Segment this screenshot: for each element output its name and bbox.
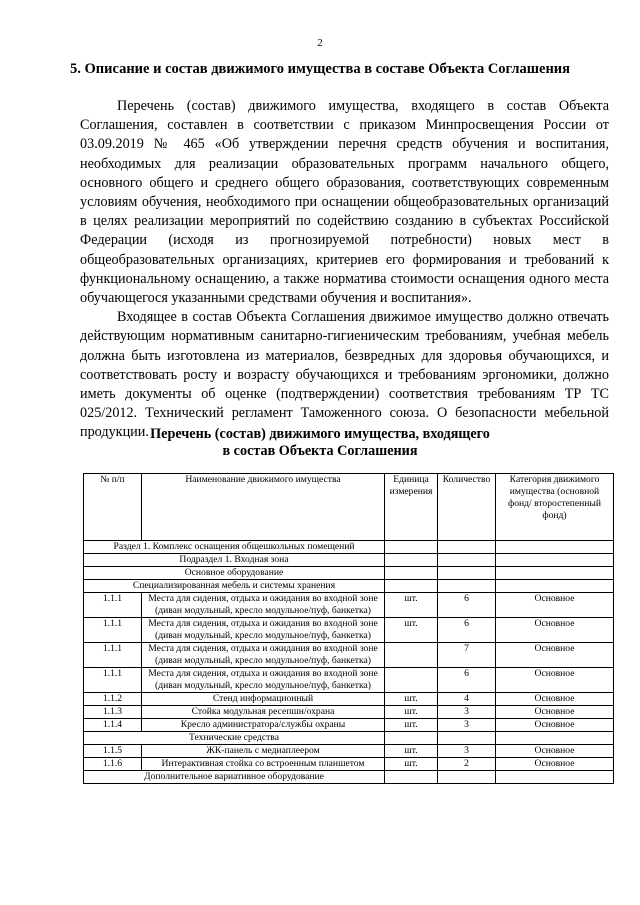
col-header-qty: Количество: [438, 474, 496, 541]
paragraph-2: Входящее в состав Объекта Соглашения движимое имущество должно отвечать действующим нормативным санитарно-гигиеническим требованиям, учебная мебель должна быть изготовлена из материалов, безвредных для здоровья обучающихся, и соответствовать росту и возрасту обучающихся и требованиям эргономики, должно иметь документы об оценке (подтверждении) соответствия требованиям ТР ТС 025/2012. Технический регламент Таможенного союза. О безопасности мебельной продукции.: [80, 309, 609, 441]
section-label: Дополнительное вариативное оборудование: [84, 771, 385, 784]
section-label: Технические средства: [84, 732, 385, 745]
row-name: Стойка модульная ресепшн/охрана: [142, 706, 385, 719]
section-label: Специализированная мебель и системы хранения: [84, 580, 385, 593]
row-unit: шт.: [385, 706, 438, 719]
row-num: 1.1.4: [84, 719, 142, 732]
section-heading: 5. Описание и состав движимого имущества в составе Объекта Соглашения: [69, 61, 571, 77]
row-category: Основное: [496, 593, 614, 618]
row-unit: шт.: [385, 745, 438, 758]
row-qty: 6: [438, 618, 496, 643]
paragraph-1: Перечень (состав) движимого имущества, входящего в состав Объекта Соглашения, составлен в соответствии с приказом Минпросвещения России от 03.09.2019 № 465 «Об утверждении перечня средств обучения и воспитания, необходимых для реализации образовательных программ начального общего, основного общего и среднего общего образования, соответствующих современным условиям обучения, необходимого при оснащении общеобразовательных организаций в целях реализации мероприятий по содействию созданию в субъектах Российской Федерации (исходя из прогнозируемой потребности) новых мест в общеобразовательных организациях, критериев его формирования и требований к функциональному оснащению, а также норматива стоимости оснащения одного места обучающегося указанными средствами обучения и воспитания».: [80, 98, 609, 307]
table-title-line-1: Перечень (состав) движимого имущества, входящего: [150, 426, 490, 442]
table-header-row: [84, 474, 614, 541]
row-category: Основное: [496, 706, 614, 719]
row-unit: шт.: [385, 758, 438, 771]
table-row: [84, 758, 614, 771]
section-row: [84, 771, 614, 784]
row-num: 1.1.1: [84, 643, 142, 668]
section-row: [84, 580, 614, 593]
row-unit: шт.: [385, 719, 438, 732]
row-name: Места для сидения, отдыха и ожидания во входной зоне (диван модульный, кресло модульное/пуф, банкетка): [142, 668, 385, 693]
row-category: Основное: [496, 643, 614, 668]
table-title: [100, 426, 540, 460]
col-header-name: Наименование движимого имущества: [142, 474, 385, 541]
row-category: Основное: [496, 618, 614, 643]
row-name: Места для сидения, отдыха и ожидания во входной зоне (диван модульный, кресло модульное/пуф, банкетка): [142, 618, 385, 643]
row-category: Основное: [496, 693, 614, 706]
row-qty: 3: [438, 745, 496, 758]
table-row: [84, 693, 614, 706]
row-qty: 3: [438, 706, 496, 719]
row-unit: [385, 668, 438, 693]
row-name: Места для сидения, отдыха и ожидания во входной зоне (диван модульный, кресло модульное/пуф, банкетка): [142, 643, 385, 668]
row-qty: 6: [438, 593, 496, 618]
row-qty: 2: [438, 758, 496, 771]
table-row: [84, 745, 614, 758]
col-header-unit: Единица измерения: [385, 474, 438, 541]
row-category: Основное: [496, 745, 614, 758]
row-name: Стенд информационный: [142, 693, 385, 706]
row-unit: шт.: [385, 693, 438, 706]
row-num: 1.1.1: [84, 593, 142, 618]
row-qty: 7: [438, 643, 496, 668]
section-row: [84, 541, 614, 554]
row-num: 1.1.3: [84, 706, 142, 719]
row-unit: шт.: [385, 618, 438, 643]
row-qty: 3: [438, 719, 496, 732]
table-row: [84, 706, 614, 719]
table-row: [84, 593, 614, 618]
row-unit: шт.: [385, 593, 438, 618]
table-row: [84, 618, 614, 643]
row-qty: 6: [438, 668, 496, 693]
row-category: Основное: [496, 719, 614, 732]
row-name: ЖК-панель с медиаплеером: [142, 745, 385, 758]
section-row: [84, 732, 614, 745]
col-header-num: № п/п: [84, 474, 142, 541]
table-row: [84, 668, 614, 693]
section-label: Основное оборудование: [84, 567, 385, 580]
row-num: 1.1.1: [84, 618, 142, 643]
table-title-line-2: в состав Объекта Соглашения: [222, 443, 418, 459]
section-row: [84, 567, 614, 580]
row-name: Места для сидения, отдыха и ожидания во входной зоне (диван модульный, кресло модульное/пуф, банкетка): [142, 593, 385, 618]
row-category: Основное: [496, 758, 614, 771]
row-num: 1.1.5: [84, 745, 142, 758]
row-num: 1.1.2: [84, 693, 142, 706]
inventory-table: [83, 473, 614, 784]
row-name: Кресло администратора/службы охраны: [142, 719, 385, 732]
page-number: 2: [317, 37, 323, 49]
table-row: [84, 719, 614, 732]
row-name: Интерактивная стойка со встроенным планшетом: [142, 758, 385, 771]
row-qty: 4: [438, 693, 496, 706]
row-unit: [385, 643, 438, 668]
body-text: [80, 97, 609, 443]
col-header-category: Категория движимого имущества (основной фонд/ второстепенный фонд): [496, 474, 614, 541]
section-row: [84, 554, 614, 567]
section-label: Подраздел 1. Входная зона: [84, 554, 385, 567]
row-num: 1.1.1: [84, 668, 142, 693]
row-num: 1.1.6: [84, 758, 142, 771]
row-category: Основное: [496, 668, 614, 693]
section-label: Раздел 1. Комплекс оснащения общешкольных помещений: [84, 541, 385, 554]
table-row: [84, 643, 614, 668]
